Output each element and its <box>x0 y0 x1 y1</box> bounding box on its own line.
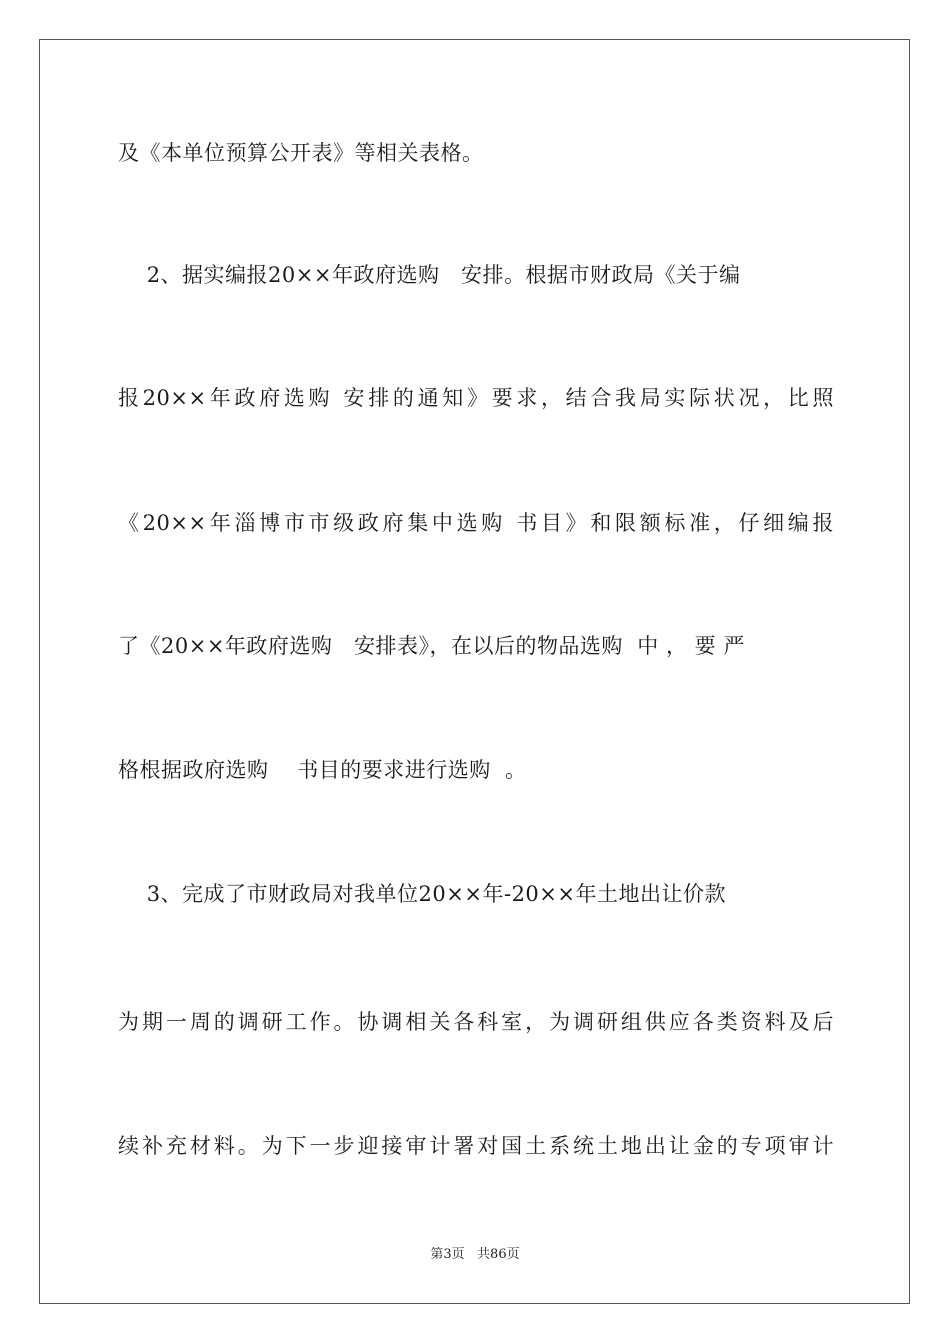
text-line: 及《本单位预算公开表》等相关表格。 <box>118 141 484 165</box>
text-line: 续补充材料。为下一步迎接审计署对国土系统土地出让金的专项审计 <box>118 1134 834 1158</box>
text-line: 《20××年淄博市市级政府集中选购 书目》和限额标准，仔细编报 <box>118 511 834 535</box>
text-line: 报20××年政府选购 安排的通知》要求，结合我局实际状况，比照 <box>118 386 834 410</box>
text-line: 3、完成了市财政局对我单位20××年-20××年土地出让价款 <box>118 882 726 906</box>
page-number: 第3页 共86页 <box>430 1247 520 1262</box>
text-line: 格根据政府选购 书目的要求进行选购 。 <box>118 758 527 782</box>
text-line: 2、据实编报20××年政府选购 安排。根据市财政局《关于编 <box>118 263 741 287</box>
page-border <box>39 39 910 1304</box>
text-line: 为期一周的调研工作。协调相关各科室，为调研组供应各类资料及后 <box>118 1010 834 1034</box>
text-line: 了《20××年政府选购 安排表》，在以后的物品选购 中 ， 要 严 <box>118 634 745 658</box>
